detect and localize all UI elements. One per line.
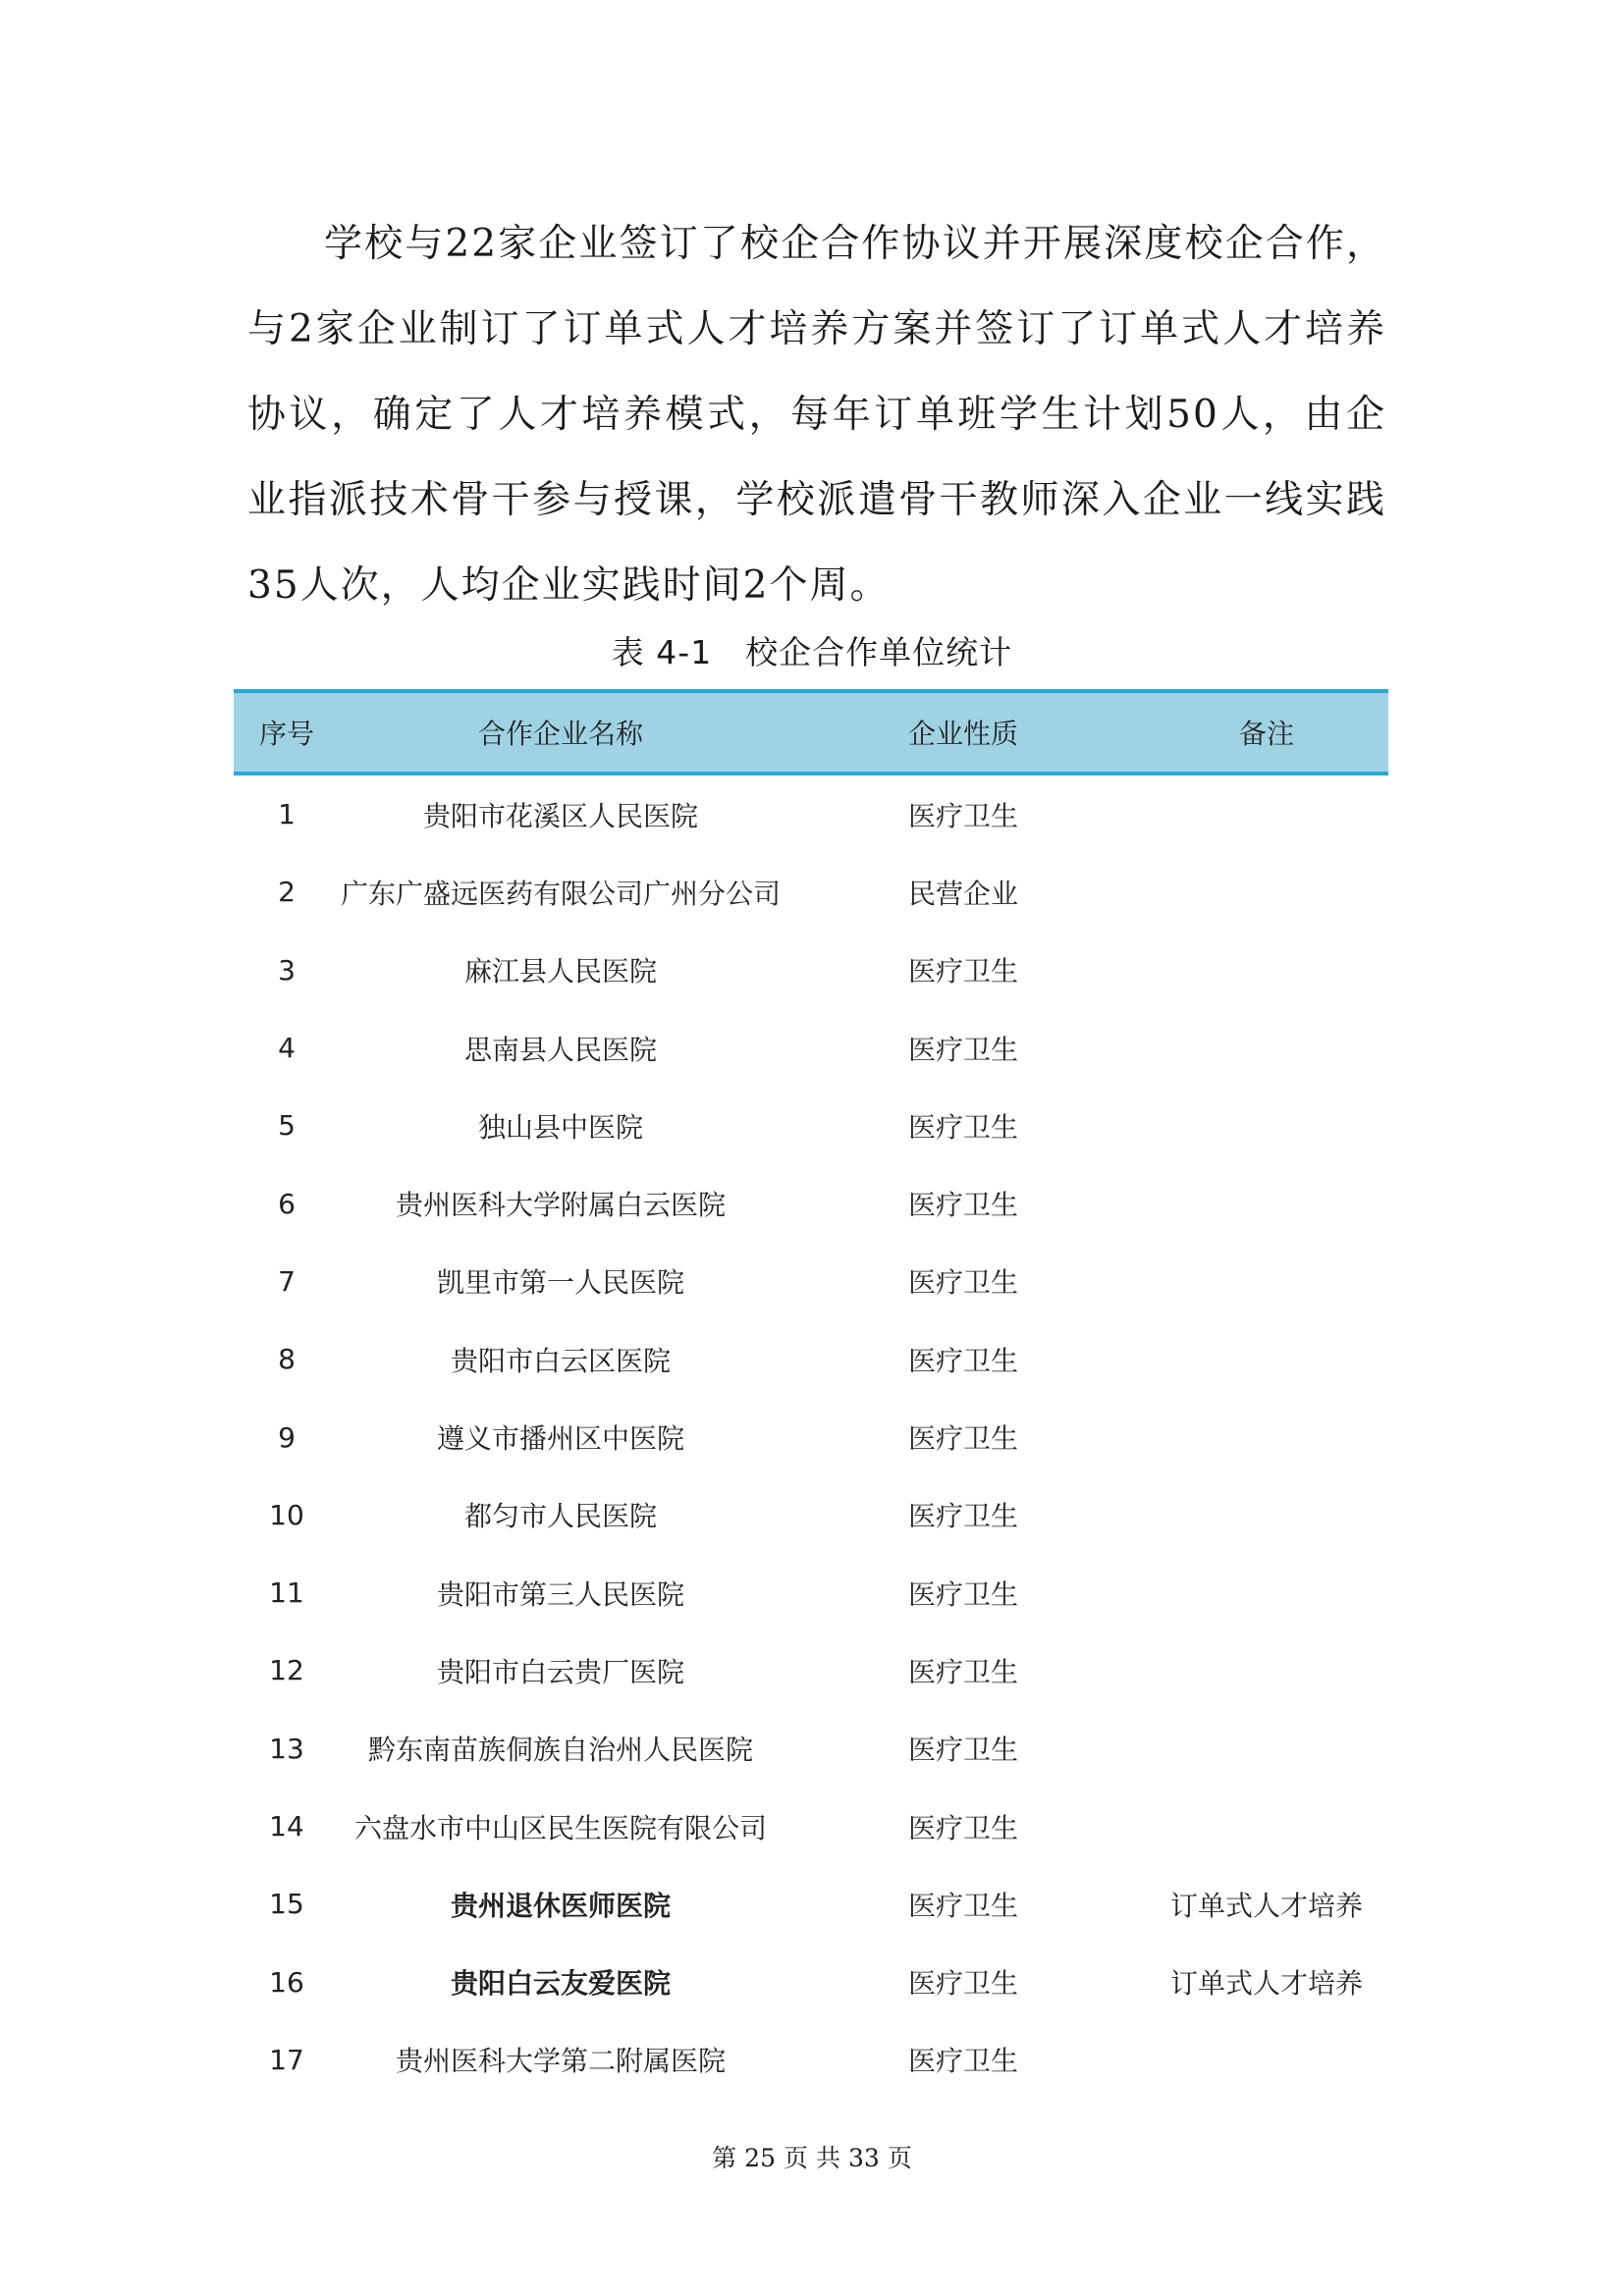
table-header (234, 689, 1388, 775)
header-no: 序号 (258, 718, 314, 750)
row-name: 都匀市人民医院 (463, 1500, 657, 1533)
footer-suffix: 页 (887, 2144, 912, 2172)
table-row (234, 1865, 1388, 1943)
row-name: 贵阳市白云区医院 (450, 1344, 671, 1377)
row-note: 订单式人才培养 (1169, 1967, 1363, 2001)
row-type: 医疗卫生 (907, 1344, 1018, 1377)
table-row (234, 932, 1388, 1009)
row-no: 17 (269, 2043, 304, 2076)
row-name: 凯里市第一人民医院 (436, 1266, 684, 1300)
row-no: 14 (269, 1810, 304, 1842)
table-caption: 表 4-1 校企合作单位统计 (611, 633, 1013, 671)
page-footer (0, 2142, 1624, 2175)
row-name: 麻江县人民医院 (463, 955, 657, 988)
row-type: 医疗卫生 (907, 1189, 1018, 1222)
table-row (234, 1087, 1388, 1164)
row-name: 黔东南苗族侗族自治州人民医院 (367, 1734, 753, 1767)
row-type: 医疗卫生 (907, 1500, 1018, 1533)
row-no: 15 (269, 1888, 304, 1921)
row-note: 订单式人才培养 (1169, 1889, 1363, 1922)
row-no: 8 (278, 1343, 296, 1376)
row-no: 4 (278, 1032, 296, 1065)
table-row (234, 1788, 1388, 1865)
row-name: 贵州医科大学附属白云医院 (395, 1189, 726, 1222)
row-type: 民营企业 (907, 877, 1018, 910)
row-type: 医疗卫生 (907, 1811, 1018, 1844)
row-no: 7 (278, 1264, 296, 1298)
row-name: 思南县人民医院 (463, 1033, 657, 1066)
table-row (234, 853, 1388, 931)
row-type: 医疗卫生 (907, 1422, 1018, 1456)
table-row (234, 1554, 1388, 1631)
row-name: 贵阳市第三人民医院 (436, 1577, 684, 1611)
row-name: 贵阳市花溪区人民医院 (422, 799, 698, 832)
table-row (234, 1710, 1388, 1788)
row-name: 遵义市播州区中医院 (436, 1422, 684, 1456)
row-name: 贵阳市白云贵厂医院 (436, 1655, 684, 1688)
row-no: 12 (269, 1654, 304, 1687)
table-row (234, 1943, 1388, 2020)
page-total: 33 (848, 2144, 880, 2172)
row-no: 3 (278, 953, 296, 987)
footer-total-word: 共 (816, 2144, 841, 2172)
row-type: 医疗卫生 (907, 799, 1018, 832)
row-type: 医疗卫生 (907, 1266, 1018, 1300)
row-type: 医疗卫生 (907, 1110, 1018, 1144)
header-note: 备注 (1238, 718, 1294, 750)
row-name: 贵州退休医师医院 (450, 1889, 671, 1922)
row-no: 16 (269, 1965, 304, 1999)
row-no: 10 (269, 1498, 304, 1531)
table-row (234, 775, 1388, 853)
row-no: 2 (278, 876, 296, 909)
row-type: 医疗卫生 (907, 1033, 1018, 1066)
footer-page-word: 页 (783, 2144, 808, 2172)
row-name: 独山县中医院 (477, 1110, 643, 1144)
table-row (234, 1009, 1388, 1087)
row-name: 广东广盛远医药有限公司广州分公司 (340, 877, 781, 910)
partner-table (234, 689, 1388, 2099)
row-name: 六盘水市中山区民生医院有限公司 (353, 1811, 767, 1844)
table-row (234, 1164, 1388, 1242)
table-row (234, 1320, 1388, 1398)
page-current: 25 (744, 2144, 776, 2172)
row-type: 医疗卫生 (907, 1967, 1018, 2001)
header-type: 企业性质 (907, 718, 1018, 750)
row-type: 医疗卫生 (907, 1889, 1018, 1922)
row-no: 13 (269, 1732, 304, 1765)
row-no: 1 (278, 798, 296, 831)
row-type: 医疗卫生 (907, 2045, 1018, 2078)
table-row (234, 2021, 1388, 2099)
row-type: 医疗卫生 (907, 1655, 1018, 1688)
row-type: 医疗卫生 (907, 1734, 1018, 1767)
row-type: 医疗卫生 (907, 955, 1018, 988)
table-row (234, 1476, 1388, 1554)
table-row (234, 1631, 1388, 1709)
header-name: 合作企业名称 (477, 718, 643, 750)
row-name: 贵阳白云友爱医院 (450, 1967, 671, 2001)
table-row (234, 1243, 1388, 1320)
row-no: 11 (269, 1576, 304, 1610)
row-no: 6 (278, 1187, 296, 1220)
footer-prefix: 第 (712, 2144, 737, 2172)
row-no: 5 (278, 1109, 296, 1143)
table-row (234, 1398, 1388, 1475)
row-no: 9 (278, 1420, 296, 1454)
row-type: 医疗卫生 (907, 1577, 1018, 1611)
row-name: 贵州医科大学第二附属医院 (395, 2045, 726, 2078)
body-paragraph: 学校与22家企业签订了校企合作协议并开展深度校企合作，与2家企业制订了订单式人才培养方案并签订了订单式人才培养协议，确定了人才培养模式，每年订单班学生计划50人，由企业指派技术骨干参与授课，学校派遣骨干教师深入企业一线实践35人次，人均企业实践时间2个周。 (247, 222, 1386, 608)
